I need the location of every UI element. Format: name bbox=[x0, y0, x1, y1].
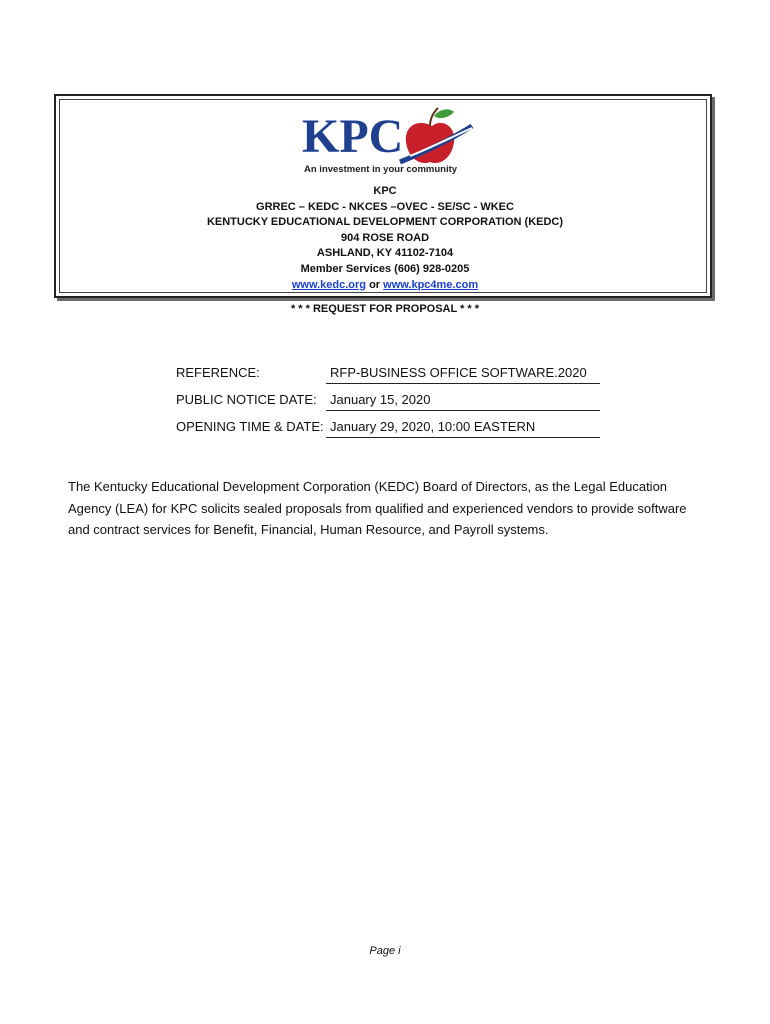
website-links bbox=[54, 278, 716, 294]
link-separator: or bbox=[366, 278, 384, 291]
apple-icon bbox=[400, 108, 472, 163]
underline bbox=[326, 410, 600, 411]
address-line-1: 904 ROSE ROAD bbox=[340, 231, 430, 244]
kedc-link[interactable]: www.kedc.org bbox=[291, 278, 367, 291]
logo-wordmark: KPC bbox=[302, 110, 404, 163]
meta-row-reference bbox=[176, 363, 606, 385]
meta-label: PUBLIC NOTICE DATE: bbox=[176, 392, 317, 407]
meta-row-notice-date bbox=[176, 390, 606, 412]
meta-value: January 15, 2020 bbox=[330, 392, 431, 407]
underline bbox=[326, 383, 600, 384]
cooperatives-line: GRREC – KEDC - NKCES –OVEC - SE/SC - WKEC bbox=[256, 200, 514, 213]
meta-row-opening bbox=[176, 417, 606, 439]
meta-label: OPENING TIME & DATE: bbox=[176, 419, 324, 434]
org-full-name: KENTUCKY EDUCATIONAL DEVELOPMENT CORPORATION (KEDC) bbox=[206, 216, 564, 229]
member-services: Member Services (606) 928-0205 bbox=[300, 262, 470, 275]
kpc-logo bbox=[300, 104, 480, 176]
org-short: KPC bbox=[373, 185, 397, 197]
letterhead-text bbox=[54, 184, 716, 293]
meta-label: REFERENCE: bbox=[176, 365, 260, 380]
logo-tagline: An investment in your community bbox=[304, 164, 458, 175]
body-paragraph: The Kentucky Educational Development Corporation (KEDC) Board of Directors, as the Legal Education Agency (LEA) for KPC solicits sealed proposals from qualified and experienced vendors to provide software and contract services for Benefit, Financial, Human Resource, and Payroll systems. bbox=[68, 479, 687, 537]
meta-value: RFP-BUSINESS OFFICE SOFTWARE.2020 bbox=[330, 365, 587, 380]
page-number: Page i bbox=[369, 945, 401, 957]
meta-value: January 29, 2020, 10:00 EASTERN bbox=[330, 419, 536, 434]
underline bbox=[326, 437, 600, 438]
address-line-2: ASHLAND, KY 41102-7104 bbox=[316, 247, 454, 260]
rfp-title: * * * REQUEST FOR PROPOSAL * * * bbox=[290, 303, 480, 315]
kpc4me-link[interactable]: www.kpc4me.com bbox=[383, 278, 479, 291]
